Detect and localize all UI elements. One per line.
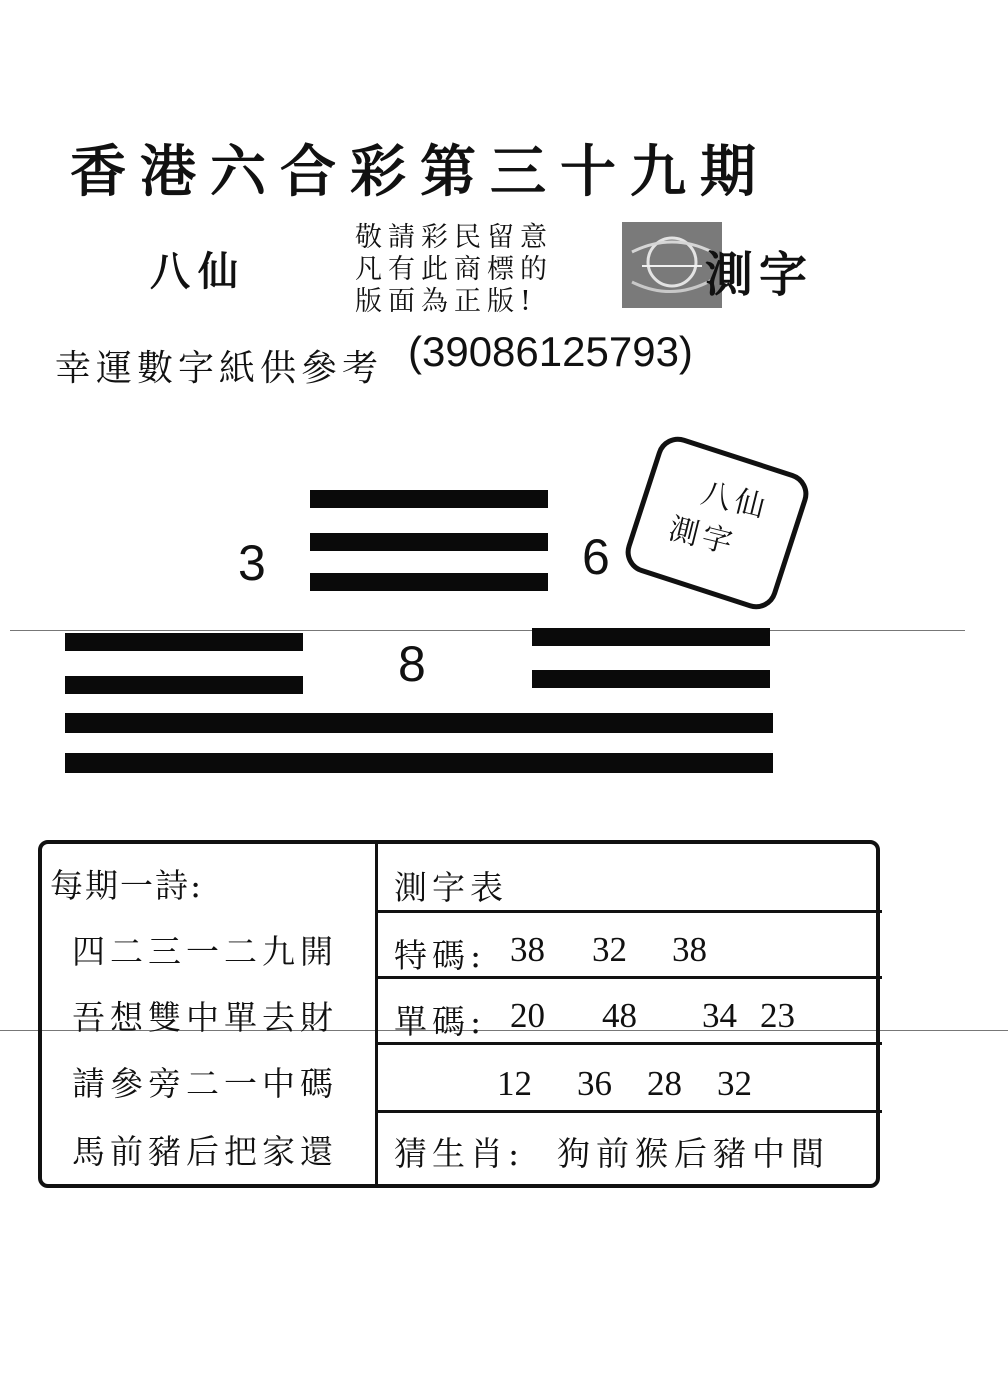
extra-number: 12 xyxy=(497,1064,532,1103)
trigram-upper-line-2 xyxy=(310,533,548,551)
row-divider xyxy=(378,1110,882,1113)
single-number: 20 xyxy=(510,996,545,1035)
poem-line: 吾想雙中單去財 xyxy=(72,998,338,1037)
row-divider xyxy=(378,910,882,913)
authenticity-notice xyxy=(355,222,553,318)
zodiac-text: 狗前猴后豬中間 xyxy=(557,1134,830,1173)
brand-right: 測字 xyxy=(705,247,814,303)
poem-line: 馬前豬后把家還 xyxy=(72,1132,338,1171)
trigram-lower-line-2 xyxy=(65,753,773,773)
stamp-line-2: 測字 xyxy=(665,511,740,562)
poem-cezi-table xyxy=(38,840,880,1188)
special-label: 特碼: xyxy=(394,936,487,975)
single-label: 單碼: xyxy=(394,1002,487,1041)
trigram-left-line-2 xyxy=(65,676,303,694)
stamp-line-1: 八仙 xyxy=(697,475,773,527)
extra-number: 28 xyxy=(647,1064,682,1103)
bx-stamp xyxy=(620,431,814,615)
single-number: 23 xyxy=(760,996,795,1035)
page-title: 香港六合彩第三十九期 xyxy=(70,139,770,205)
trigram-upper-line-3 xyxy=(310,573,548,591)
poem-line: 四二三一二九開 xyxy=(72,932,338,971)
lucky-number: (39086125793) xyxy=(408,328,693,375)
poem-title: 每期一詩: xyxy=(50,866,204,905)
scan-line xyxy=(10,630,965,631)
notice-line: 版面為正版! xyxy=(355,286,537,317)
single-number: 48 xyxy=(602,996,637,1035)
poem-line: 請參旁二一中碼 xyxy=(72,1064,338,1103)
center-digit: 8 xyxy=(398,636,426,692)
column-divider xyxy=(375,844,378,1184)
special-number: 32 xyxy=(592,930,627,969)
trigram-lower-line-1 xyxy=(65,713,773,733)
extra-number: 32 xyxy=(717,1064,752,1103)
notice-line: 凡有此商標的 xyxy=(355,254,553,285)
cezi-table-title: 測字表 xyxy=(394,868,508,907)
row-divider xyxy=(378,976,882,979)
left-digit: 3 xyxy=(238,535,266,591)
extra-number: 36 xyxy=(577,1064,612,1103)
brand-left: 八仙 xyxy=(150,248,246,295)
zodiac-label: 猜生肖: xyxy=(394,1134,525,1173)
right-digit: 6 xyxy=(582,529,610,585)
special-number: 38 xyxy=(672,930,707,969)
notice-line: 敬請彩民留意 xyxy=(355,222,553,253)
trigram-left-line-1 xyxy=(65,633,303,651)
trigram-right-line-2 xyxy=(532,670,770,688)
lucky-label: 幸運數字紙供參考 xyxy=(55,348,384,389)
row-divider xyxy=(378,1042,882,1045)
trigram-right-line-1 xyxy=(532,628,770,646)
special-number: 38 xyxy=(510,930,545,969)
trigram-upper-line-1 xyxy=(310,490,548,508)
single-number: 34 xyxy=(702,996,737,1035)
